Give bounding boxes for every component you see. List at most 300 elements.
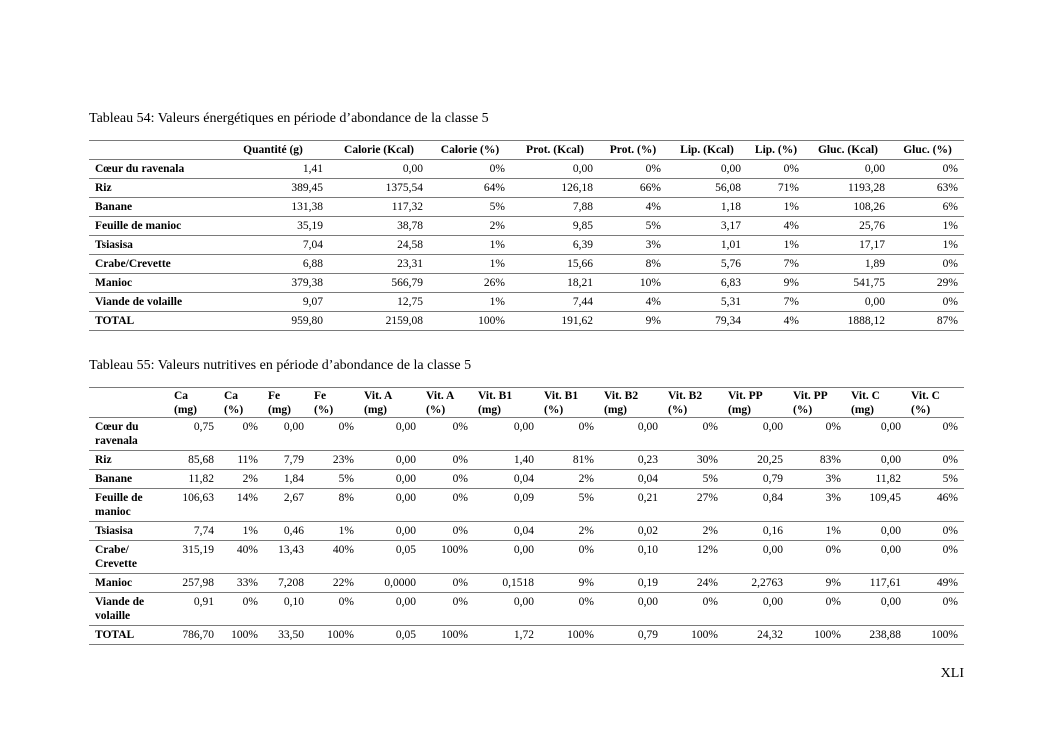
table-cell: 2% <box>429 217 511 236</box>
table-cell: 33,50 <box>264 626 310 645</box>
header-line: (mg) <box>364 404 387 416</box>
table-row <box>89 489 964 522</box>
table-cell: 0,10 <box>264 593 310 626</box>
table-cell: 0,21 <box>600 489 664 522</box>
table-cell: 100% <box>422 541 474 574</box>
table-cell: 9,07 <box>217 293 329 312</box>
table-cell: 2% <box>220 470 264 489</box>
row-label: Riz <box>89 179 217 198</box>
table-cell: 12% <box>664 541 724 574</box>
table-cell: 4% <box>599 198 667 217</box>
table-cell: 0,00 <box>360 593 422 626</box>
table-cell: 0,00 <box>724 541 789 574</box>
table-cell: 1,41 <box>217 160 329 179</box>
table-cell: 1% <box>747 236 805 255</box>
header-line: (%) <box>224 404 244 416</box>
table-cell: 20,25 <box>724 451 789 470</box>
header-line: (%) <box>426 404 446 416</box>
header-line: Fe <box>314 390 327 402</box>
table-cell: 7,208 <box>264 574 310 593</box>
row-label <box>89 489 170 522</box>
table-cell: 0% <box>907 522 964 541</box>
table-cell: 100% <box>789 626 847 645</box>
table-cell: 1,84 <box>264 470 310 489</box>
table-cell: 0,00 <box>600 418 664 451</box>
column-header: Lip. (Kcal) <box>667 141 747 160</box>
table-cell: 7% <box>747 255 805 274</box>
table-cell: 0% <box>747 160 805 179</box>
table-cell: 0,00 <box>511 160 599 179</box>
header-line: Vit. PP <box>793 390 828 402</box>
table-cell: 71% <box>747 179 805 198</box>
table-cell: 29% <box>891 274 964 293</box>
table-cell: 38,78 <box>329 217 429 236</box>
table-cell: 0,00 <box>847 451 907 470</box>
label-line: Manioc <box>95 577 133 589</box>
table-cell: 0,19 <box>600 574 664 593</box>
row-label: Banane <box>89 198 217 217</box>
table-cell: 24,32 <box>724 626 789 645</box>
table-row <box>89 451 964 470</box>
table-cell: 0,00 <box>329 160 429 179</box>
table-cell: 109,45 <box>847 489 907 522</box>
table-cell: 7,79 <box>264 451 310 470</box>
column-header <box>540 388 600 418</box>
header-line: (mg) <box>604 404 627 416</box>
table-cell: 0,00 <box>474 541 540 574</box>
table-cell: 0% <box>789 418 847 451</box>
table-cell: 81% <box>540 451 600 470</box>
table-cell: 13,43 <box>264 541 310 574</box>
table-cell: 0,00 <box>847 522 907 541</box>
table-cell: 5,76 <box>667 255 747 274</box>
table-cell: 0,91 <box>170 593 220 626</box>
table-cell: 0,16 <box>724 522 789 541</box>
table-cell: 0% <box>540 418 600 451</box>
table-cell: 87% <box>891 312 964 331</box>
table-cell: 0% <box>220 418 264 451</box>
table-row <box>89 255 964 274</box>
table-cell: 3% <box>599 236 667 255</box>
table-cell: 3% <box>789 489 847 522</box>
header-line: (mg) <box>728 404 751 416</box>
table-cell: 79,34 <box>667 312 747 331</box>
table-cell: 0,1518 <box>474 574 540 593</box>
row-label <box>89 470 170 489</box>
table-cell: 6% <box>891 198 964 217</box>
table-cell: 0% <box>429 160 511 179</box>
table-cell: 959,80 <box>217 312 329 331</box>
table-cell: 9% <box>599 312 667 331</box>
table-cell: 0,09 <box>474 489 540 522</box>
table-row <box>89 522 964 541</box>
table-cell: 0% <box>907 418 964 451</box>
row-label <box>89 522 170 541</box>
table-cell: 17,17 <box>805 236 891 255</box>
table-cell: 0,00 <box>847 593 907 626</box>
table-cell: 1% <box>747 198 805 217</box>
column-header: Prot. (%) <box>599 141 667 160</box>
table-cell: 100% <box>664 626 724 645</box>
column-header <box>310 388 360 418</box>
table-cell: 9% <box>747 274 805 293</box>
table-row <box>89 198 964 217</box>
table-cell: 0,00 <box>847 418 907 451</box>
row-label: Crabe/Crevette <box>89 255 217 274</box>
table-cell: 49% <box>907 574 964 593</box>
column-header <box>664 388 724 418</box>
table-cell: 2% <box>540 522 600 541</box>
table-cell: 0,04 <box>474 470 540 489</box>
table-cell: 0,00 <box>360 418 422 451</box>
table-cell: 0,46 <box>264 522 310 541</box>
row-label <box>89 541 170 574</box>
table-cell: 0% <box>599 160 667 179</box>
table-cell: 1,89 <box>805 255 891 274</box>
table-cell: 541,75 <box>805 274 891 293</box>
table-cell: 46% <box>907 489 964 522</box>
table-cell: 0% <box>422 522 474 541</box>
row-label: Feuille de manioc <box>89 217 217 236</box>
table-cell: 108,26 <box>805 198 891 217</box>
table-cell: 0,04 <box>474 522 540 541</box>
header-line: Ca <box>224 390 239 402</box>
table-cell: 7% <box>747 293 805 312</box>
table-cell: 5% <box>664 470 724 489</box>
table-cell: 0,05 <box>360 626 422 645</box>
row-label: Manioc <box>89 274 217 293</box>
table-cell: 257,98 <box>170 574 220 593</box>
table-cell: 23% <box>310 451 360 470</box>
energy-values-table <box>89 140 964 331</box>
table-cell: 7,74 <box>170 522 220 541</box>
table-cell: 0,02 <box>600 522 664 541</box>
table-row <box>89 236 964 255</box>
table-cell: 0,00 <box>847 541 907 574</box>
table-cell: 0% <box>220 593 264 626</box>
label-line: Cœur du <box>95 421 139 433</box>
column-header: Lip. (%) <box>747 141 805 160</box>
table-cell: 83% <box>789 451 847 470</box>
table-cell: 0,00 <box>805 160 891 179</box>
row-label: Cœur du ravenala <box>89 160 217 179</box>
table-cell: 0,79 <box>724 470 789 489</box>
header-line: Vit. B2 <box>668 390 703 402</box>
table-cell: 8% <box>310 489 360 522</box>
nutrient-values-table <box>89 387 964 645</box>
table-cell: 0% <box>310 593 360 626</box>
table-cell: 0% <box>664 593 724 626</box>
column-header <box>907 388 964 418</box>
column-header <box>474 388 540 418</box>
label-line: Riz <box>95 454 112 466</box>
table-cell: 0,75 <box>170 418 220 451</box>
table-cell: 9% <box>540 574 600 593</box>
header-line: (mg) <box>478 404 501 416</box>
column-header: Prot. (Kcal) <box>511 141 599 160</box>
header-line: Vit. A <box>426 390 455 402</box>
table-cell: 0% <box>891 160 964 179</box>
table-row <box>89 541 964 574</box>
header-line: Vit. B1 <box>544 390 579 402</box>
column-header <box>89 388 170 418</box>
table-cell: 1,72 <box>474 626 540 645</box>
table-cell: 1375,54 <box>329 179 429 198</box>
table-cell: 100% <box>220 626 264 645</box>
table-cell: 33% <box>220 574 264 593</box>
table-cell: 0,04 <box>600 470 664 489</box>
header-line: Vit. A <box>364 390 393 402</box>
table-54-caption: Tableau 54: Valeurs énergétiques en période d’abondance de la classe 5 <box>89 111 489 126</box>
column-header <box>600 388 664 418</box>
table-cell: 117,61 <box>847 574 907 593</box>
table-cell: 6,39 <box>511 236 599 255</box>
table-row <box>89 574 964 593</box>
table-cell: 0,00 <box>724 418 789 451</box>
table-cell: 2% <box>664 522 724 541</box>
header-line: (%) <box>911 404 931 416</box>
table-header-row <box>89 141 964 160</box>
table-cell: 0% <box>664 418 724 451</box>
table-cell: 0,05 <box>360 541 422 574</box>
table-cell: 0,00 <box>360 470 422 489</box>
column-header <box>360 388 422 418</box>
table-cell: 0,79 <box>600 626 664 645</box>
table-cell: 5% <box>540 489 600 522</box>
table-cell: 0% <box>422 418 474 451</box>
table-cell: 24% <box>664 574 724 593</box>
table-cell: 0% <box>422 574 474 593</box>
table-cell: 100% <box>540 626 600 645</box>
table-cell: 26% <box>429 274 511 293</box>
table-cell: 0% <box>540 541 600 574</box>
table-cell: 22% <box>310 574 360 593</box>
table-cell: 0,00 <box>600 593 664 626</box>
table-cell: 3% <box>789 470 847 489</box>
table-cell: 4% <box>747 217 805 236</box>
table-cell: 12,75 <box>329 293 429 312</box>
table-cell: 5% <box>429 198 511 217</box>
table-cell: 64% <box>429 179 511 198</box>
table-cell: 100% <box>429 312 511 331</box>
table-cell: 0% <box>891 255 964 274</box>
table-cell: 30% <box>664 451 724 470</box>
table-cell: 100% <box>422 626 474 645</box>
table-cell: 566,79 <box>329 274 429 293</box>
column-header: Calorie (Kcal) <box>329 141 429 160</box>
table-row <box>89 293 964 312</box>
column-header <box>89 141 217 160</box>
row-label: Viande de volaille <box>89 293 217 312</box>
table-cell: 0% <box>907 451 964 470</box>
table-cell: 9% <box>789 574 847 593</box>
header-line: (%) <box>314 404 334 416</box>
table-cell: 3,17 <box>667 217 747 236</box>
row-label <box>89 626 170 645</box>
column-header: Gluc. (Kcal) <box>805 141 891 160</box>
label-line: Tsiasisa <box>95 525 133 537</box>
table-cell: 2% <box>540 470 600 489</box>
table-cell: 25,76 <box>805 217 891 236</box>
header-line: Vit. B2 <box>604 390 639 402</box>
table-cell: 7,44 <box>511 293 599 312</box>
table-cell: 5% <box>599 217 667 236</box>
table-cell: 0,10 <box>600 541 664 574</box>
table-cell: 0% <box>422 451 474 470</box>
table-cell: 7,88 <box>511 198 599 217</box>
table-cell: 18,21 <box>511 274 599 293</box>
table-cell: 56,08 <box>667 179 747 198</box>
table-cell: 0% <box>422 489 474 522</box>
table-cell: 0,0000 <box>360 574 422 593</box>
table-cell: 0,00 <box>264 418 310 451</box>
table-cell: 238,88 <box>847 626 907 645</box>
table-cell: 100% <box>310 626 360 645</box>
row-label: Tsiasisa <box>89 236 217 255</box>
table-cell: 5% <box>907 470 964 489</box>
row-label <box>89 451 170 470</box>
table-row <box>89 418 964 451</box>
table-cell: 1% <box>220 522 264 541</box>
table-cell: 1% <box>789 522 847 541</box>
table-row <box>89 217 964 236</box>
header-line: (%) <box>544 404 564 416</box>
table-cell: 1% <box>891 217 964 236</box>
row-label <box>89 418 170 451</box>
label-line: TOTAL <box>95 629 135 641</box>
table-cell: 11,82 <box>847 470 907 489</box>
header-line: Vit. B1 <box>478 390 513 402</box>
table-cell: 1% <box>310 522 360 541</box>
table-cell: 35,19 <box>217 217 329 236</box>
column-header: Calorie (%) <box>429 141 511 160</box>
table-cell: 2,67 <box>264 489 310 522</box>
table-cell: 1% <box>429 236 511 255</box>
table-cell: 10% <box>599 274 667 293</box>
table-cell: 0% <box>907 593 964 626</box>
label-line: Banane <box>95 473 133 485</box>
label-line: manioc <box>95 506 131 518</box>
table-cell: 27% <box>664 489 724 522</box>
table-cell: 6,83 <box>667 274 747 293</box>
table-cell: 2159,08 <box>329 312 429 331</box>
header-line: (%) <box>668 404 688 416</box>
header-line: (mg) <box>174 404 197 416</box>
table-cell: 63% <box>891 179 964 198</box>
table-cell: 0,00 <box>474 418 540 451</box>
table-cell: 0% <box>422 470 474 489</box>
table-cell: 11,82 <box>170 470 220 489</box>
table-cell: 389,45 <box>217 179 329 198</box>
column-header <box>170 388 220 418</box>
table-row <box>89 179 964 198</box>
column-header: Gluc. (%) <box>891 141 964 160</box>
table-cell: 117,32 <box>329 198 429 217</box>
table-row <box>89 470 964 489</box>
header-line: Vit. PP <box>728 390 763 402</box>
label-line: Crevette <box>95 558 137 570</box>
table-row <box>89 593 964 626</box>
table-cell: 786,70 <box>170 626 220 645</box>
label-line: volaille <box>95 610 131 622</box>
table-cell: 7,04 <box>217 236 329 255</box>
table-cell: 40% <box>220 541 264 574</box>
table-55-caption: Tableau 55: Valeurs nutritives en période d’abondance de la classe 5 <box>89 358 472 373</box>
table-cell: 0,00 <box>360 451 422 470</box>
table-cell: 14% <box>220 489 264 522</box>
header-line: (mg) <box>851 404 874 416</box>
label-line: ravenala <box>95 435 138 447</box>
table-cell: 8% <box>599 255 667 274</box>
table-row <box>89 274 964 293</box>
table-cell: 4% <box>599 293 667 312</box>
header-line: Ca <box>174 390 189 402</box>
table-cell: 1% <box>429 293 511 312</box>
label-line: Feuille de <box>95 492 143 504</box>
label-line: Viande de <box>95 596 145 608</box>
header-line: (%) <box>793 404 813 416</box>
table-header-row <box>89 388 964 418</box>
table-cell: 24,58 <box>329 236 429 255</box>
table-cell: 0,84 <box>724 489 789 522</box>
column-header <box>264 388 310 418</box>
column-header <box>724 388 789 418</box>
table-cell: 315,19 <box>170 541 220 574</box>
table-cell: 100% <box>907 626 964 645</box>
column-header <box>220 388 264 418</box>
table-cell: 126,18 <box>511 179 599 198</box>
column-header: Quantité (g) <box>217 141 329 160</box>
table-cell: 0,23 <box>600 451 664 470</box>
table-row <box>89 312 964 331</box>
table-row <box>89 626 964 645</box>
table-cell: 0,00 <box>360 522 422 541</box>
header-line: Vit. C <box>911 390 940 402</box>
table-cell: 15,66 <box>511 255 599 274</box>
header-line: (mg) <box>268 404 291 416</box>
table-cell: 106,63 <box>170 489 220 522</box>
label-line: Crabe/ <box>95 544 129 556</box>
table-cell: 5,31 <box>667 293 747 312</box>
row-label: TOTAL <box>89 312 217 331</box>
table-cell: 131,38 <box>217 198 329 217</box>
table-cell: 0% <box>907 541 964 574</box>
row-label <box>89 574 170 593</box>
table-cell: 1193,28 <box>805 179 891 198</box>
table-cell: 379,38 <box>217 274 329 293</box>
table-cell: 0% <box>540 593 600 626</box>
table-cell: 0% <box>422 593 474 626</box>
table-cell: 0,00 <box>360 489 422 522</box>
page-number: XLI <box>940 666 964 681</box>
table-cell: 0,00 <box>474 593 540 626</box>
table-cell: 2,2763 <box>724 574 789 593</box>
table-cell: 0,00 <box>724 593 789 626</box>
table-cell: 1888,12 <box>805 312 891 331</box>
row-label <box>89 593 170 626</box>
table-cell: 5% <box>310 470 360 489</box>
table-cell: 23,31 <box>329 255 429 274</box>
column-header <box>789 388 847 418</box>
table-cell: 0% <box>789 593 847 626</box>
column-header <box>847 388 907 418</box>
table-cell: 0,00 <box>667 160 747 179</box>
header-line: Vit. C <box>851 390 880 402</box>
table-cell: 0% <box>789 541 847 574</box>
table-cell: 11% <box>220 451 264 470</box>
table-cell: 9,85 <box>511 217 599 236</box>
table-cell: 4% <box>747 312 805 331</box>
